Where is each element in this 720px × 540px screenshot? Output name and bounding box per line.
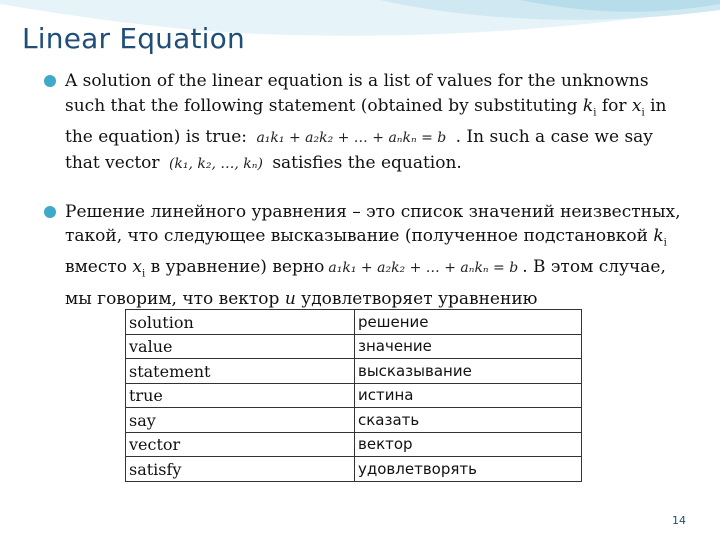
en-equation: a₁k₁ + a₂k₂ + … + aₙkₙ = b: [256, 130, 447, 147]
term-english: satisfy: [126, 457, 355, 482]
en-text-5: satisfies the equation.: [266, 152, 462, 173]
term-english: vector: [126, 432, 355, 457]
en-text-3: in the equation) is true:: [65, 95, 667, 148]
table-row: [126, 408, 582, 433]
term-english: value: [126, 334, 355, 359]
vocabulary-table-body: [126, 310, 582, 482]
ru-equation: a₁k₁ + a₂k₂ + … + aₙkₙ = b: [328, 260, 519, 277]
ru-k-sub: i: [663, 237, 667, 249]
en-vector: (k₁, k₂, …, kₙ): [168, 155, 263, 172]
term-english: solution: [126, 310, 355, 335]
ru-text-3: в уравнение) верно: [145, 257, 325, 278]
en-x-var: x: [631, 95, 642, 116]
table-row: [126, 334, 582, 359]
bullet-marker-en: [44, 75, 56, 87]
term-english: statement: [126, 359, 355, 384]
en-text-2: for: [596, 95, 632, 116]
ru-k-var: k: [653, 226, 664, 246]
table-row: [126, 432, 582, 457]
en-text-1: A solution of the linear equation is a list of values for the unknowns such that the following statement (obtained by substituting: [65, 71, 649, 116]
term-russian: высказывание: [355, 359, 582, 384]
term-russian: вектор: [355, 432, 582, 457]
slide-title: Linear Equation: [22, 22, 245, 55]
term-russian: сказать: [355, 408, 582, 433]
ru-x-sub: i: [142, 268, 146, 280]
russian-paragraph: [65, 200, 685, 311]
page-number: 14: [672, 514, 686, 527]
ru-text-2: вместо: [65, 257, 133, 278]
term-english: say: [126, 408, 355, 433]
table-row: [126, 383, 582, 408]
en-x-sub: i: [641, 106, 645, 118]
table-row: [126, 457, 582, 482]
ru-x-var: x: [132, 257, 143, 278]
ru-text-4: . В этом случае, мы говорим, что вектор: [65, 257, 666, 309]
en-k-sub: i: [593, 106, 597, 118]
vocabulary-table: [125, 309, 582, 482]
en-text-4: . In such a case we say that vector: [65, 127, 653, 173]
term-russian: значение: [355, 334, 582, 359]
bullet-marker-ru: [44, 206, 56, 218]
english-paragraph: [65, 69, 685, 176]
term-russian: удовлетворять: [355, 457, 582, 482]
term-english: true: [126, 383, 355, 408]
en-k-var: k: [582, 95, 594, 116]
term-russian: решение: [355, 310, 582, 335]
table-row: [126, 310, 582, 335]
term-russian: истина: [355, 383, 582, 408]
ru-u-var: u: [284, 288, 296, 309]
ru-text-5: удовлетворяет уравнению: [295, 288, 538, 309]
ru-text-1: Решение линейного уравнения – это список значений неизвестных, такой, что следующее высказывание (полученное подстановкой: [65, 202, 681, 246]
table-row: [126, 359, 582, 384]
